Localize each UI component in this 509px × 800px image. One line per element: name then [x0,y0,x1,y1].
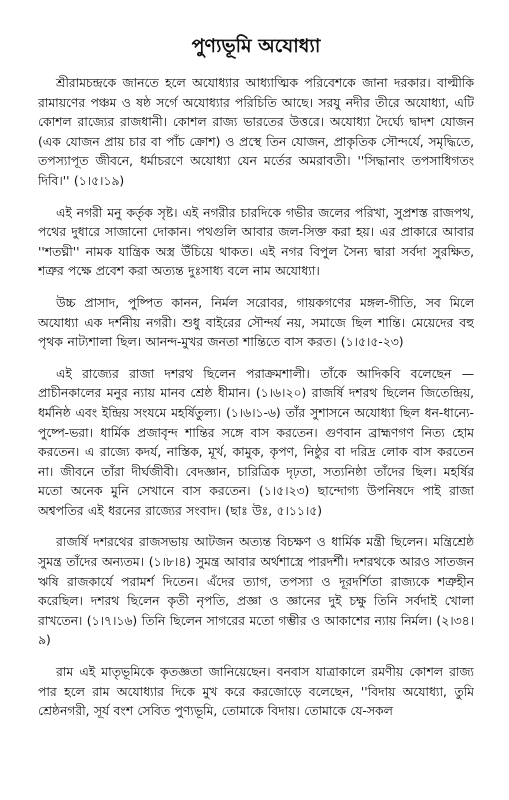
paragraph-3: উচ্চ প্রাসাদ, পুষ্পিত কানন, নির্মল সরোবর, গায়কগণের মঙ্গল-গীতি, সব মিলে অযোধ্যা এক দর্শনীয় নগরী। শুধু বাইরের সৌন্দর্য নয়, সমাজে ছিল শান্তি। মেয়েদের বহু পৃথক নাট্যশালা ছিল। আনন্দ-মুখর জনতা শান্তিতে বাস করত। (১।৫।৫-২৩) [38,295,474,350]
paragraph-4: এই রাজ্যের রাজা দশরথ ছিলেন পরাক্রমশালী। তাঁকে আদিকবি বলেছেন — প্রাচীনকালের মনুর ন্যায় মানব শ্রেষ্ঠ ধীমান। (১।৬।২০) রাজর্ষি দশরথ ছিলেন জিতেন্দ্রিয়, ধর্মনিষ্ঠ এবং ইন্দ্রিয় সংযমে মহর্ষিতুল্য। (১।৬।১-৬) তাঁর সুশাসনে অযোধ্যা ছিল ধন-ধান্যে-পুষ্পে-ভরা। ধার্মিক প্রজাবৃন্দ শান্তির সঙ্গে বাস করতেন। গুণবান ব্রাহ্মণগণ নিত্য হোম করতেন। এ রাজ্যে কদর্য, নাস্তিক, মূর্খ, কামুক, কৃপণ, নিষ্ঠুর বা দরিদ্র লোক বাস করতেন না। জীবনে তাঁরা দীর্ঘজীবী। বেদজ্ঞান, চারিত্রিক দৃঢ়তা, সত্যনিষ্ঠা তাঁদের ছিল। মহর্ষির মতো অনেক মুনি সেখানে বাস করতেন। (১।৫।২৩) ছান্দোগ্য উপনিষদে পাই রাজা অশ্বপতির এই ধরনের রাজ্যের সংবাদ। (ছাঃ উঃ, ৫।১১।৫) [38,366,474,518]
document-page [38,24,474,776]
paragraph-6: রাম এই মাতৃভূমিকে কৃতজ্ঞতা জানিয়েছেন। বনবাস যাত্রাকালে রমণীয় কোশল রাজ্য পার হলে রাম অযোধ্যার দিকে মুখ করে করজোড়ে বলেছেন, ''বিদায় অযোধ্যা, তুমি শ্রেষ্ঠনগরী, সূর্য বংশ সেবিত পুণ্যভূমি, তোমাকে বিদায়। তোমাকে যে-সকল [38,665,474,719]
paragraph-2: এই নগরী মনু কর্তৃক সৃষ্ট। এই নগরীর চারদিকে গভীর জলের পরিখা, সুপ্রশস্ত রাজপথ, পথের দুধারে সাজানো দোকান। পথগুলি আবার জল-সিক্ত করা হয়। এর প্রাকারে আবার ''শতঘ্নী'' নামক যান্ত্রিক অস্ত্র উঁচিয়ে থাকত। এই নগর বিপুল সৈন্য দ্বারা সর্বদা সুরক্ষিত, শত্রুর পক্ষে প্রবেশ করা অত্যন্ত দুঃসাধ্য বলে নাম অযোধ্যা। [38,205,474,279]
paragraph-1: শ্রীরামচন্দ্রকে জানতে হলে অযোধ্যার আধ্যাত্মিক পরিবেশকে জানা দরকার। বাল্মীকি রামায়ণের পঞ্চম ও ষষ্ঠ সর্গে অযোধ্যার পরিচিতি আছে। সরযু নদীর তীরে অযোধ্যা, এটি কোশল রাজ্যের রাজধানী। কোশল রাজ্য ভারতের উত্তরে। অযোধ্যা দৈর্ঘ্যে দ্বাদশ যোজন (এক যোজন প্রায় চার বা পাঁচ ক্রোশ) ও প্রস্থে তিন যোজন, প্রাকৃতিক সৌন্দর্যে, সমৃদ্ধিতে, তপস্যাপূত জীবনে, ধর্মাচরণে অযোধ্যা যেন মর্তের অমরাবতী। ''সিদ্ধানাং তপসাধিগতং দিবি।'' (১।৫।১৯) [38,76,474,188]
page-title: পুণ্যভূমি অযোধ্যা [191,35,321,57]
paragraph-5: রাজর্ষি দশরথের রাজসভায় আটজন অত্যন্ত বিচক্ষণ ও ধার্মিক মন্ত্রী ছিলেন। মন্ত্রিশ্রেষ্ঠ সুমন্ত্র তাঁদের অন্যতম। (১।৮।৪) সুমন্ত্র আবার অর্থশাস্ত্রে পারদর্শী। দশরথকে আরও সাতজন ঋষি রাজকার্যে পরামর্শ দিতেন। এঁদের ত্যাগ, তপস্যা ও দূরদর্শিতা রাজ্যকে শত্রুহীন করেছিল। দশরথ ছিলেন কৃতী নৃপতি, প্রজ্ঞা ও জ্ঞানের দুই চক্ষু তিনি সর্বদাই খোলা রাখতেন। (১।৭।১৬) তিনি ছিলেন সাগরের মতো গম্ভীর ও আকাশের ন্যায় নির্মল। (২।৩৪।৯) [38,535,474,648]
